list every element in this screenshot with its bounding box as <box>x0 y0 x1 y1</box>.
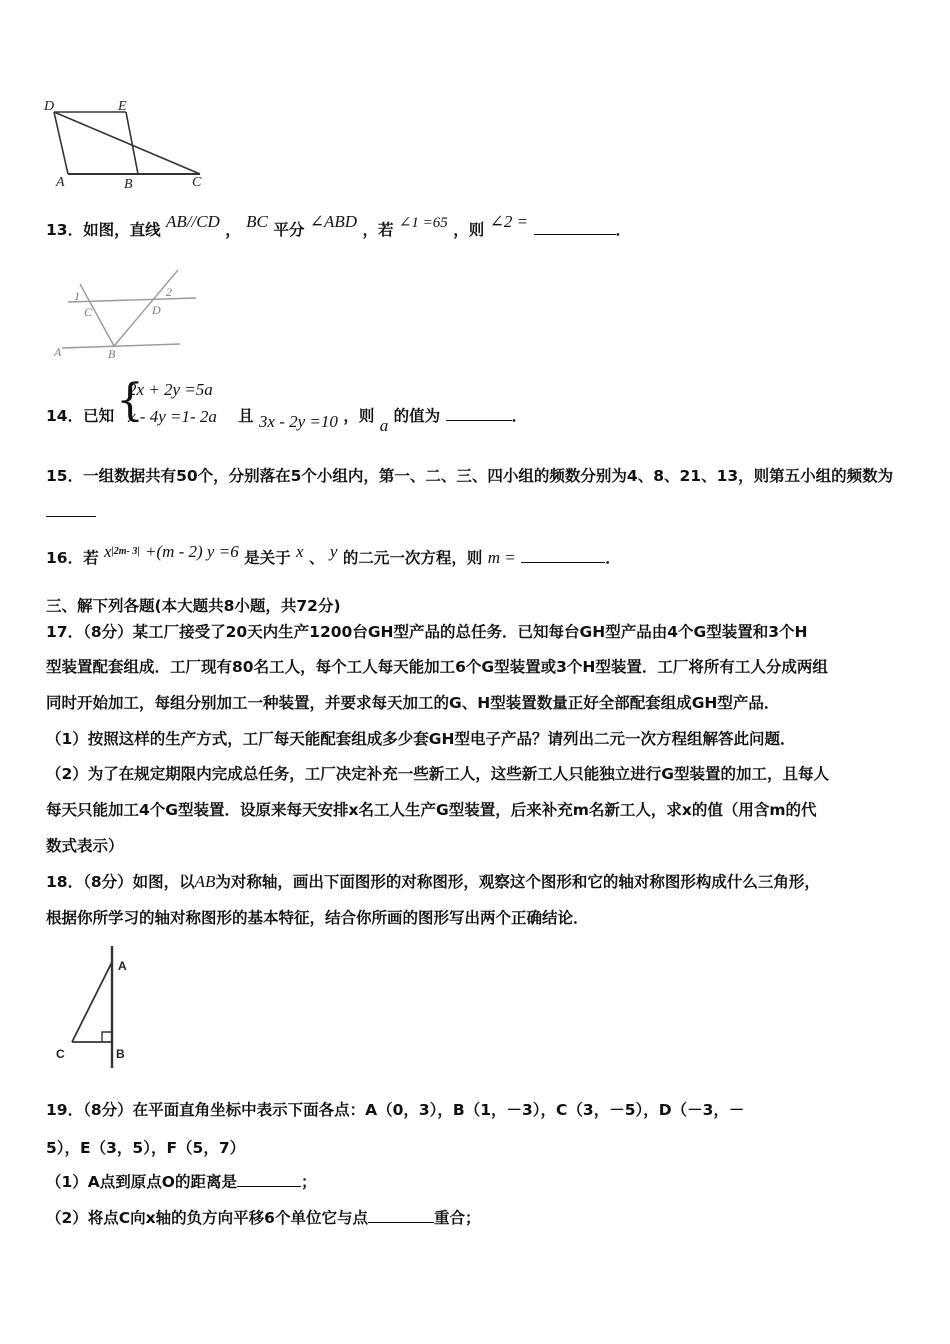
question-17-part2-line1: （2）为了在规定期限内完成总任务，工厂决定补充一些新工人，这些新工人只能独立进行G型装置的加工，且每人 <box>46 765 830 783</box>
figure-right-triangle <box>50 944 150 1068</box>
figure-parallelogram <box>40 96 220 196</box>
question-17-part2-line2: 每天只能加工4个G型装置．设原来每天安排x名工人生产G型装置，后来补充m名新工人，求x的值（用含m的代 <box>46 801 817 819</box>
question-17-part1: （1）按照这样的生产方式，工厂每天能配套组成多少套GH型电子产品？请列出二元一次方程组解答此问题． <box>46 730 796 748</box>
answer-blank-15[interactable] <box>46 502 96 517</box>
question-18-line2: 根据你所学习的轴对称图形的基本特征，结合你所画的图形写出两个正确结论． <box>46 909 589 927</box>
question-15: 15．一组数据共有50个，分别落在5个小组内，第一、二、三、四小组的频数分别为4、8、21、13，则第五小组的频数为 <box>46 467 894 485</box>
answer-blank-13[interactable] <box>534 220 616 235</box>
label-B: B <box>108 347 116 361</box>
question-19-part2: （2）将点C向x轴的负方向平移6个单位它与点 重合； <box>46 1209 481 1227</box>
section-heading: 三、解下列各题(本大题共8小题，共72分) <box>46 597 341 615</box>
answer-blank-19-2[interactable] <box>368 1208 434 1223</box>
question-19-part1: （1）A点到原点O的距离是 ； <box>46 1173 317 1191</box>
label-C: C <box>192 175 202 190</box>
label-A: A <box>56 175 65 190</box>
question-18-line1: 18．（8分）如图，以AB为对称轴，画出下面图形的对称图形，观察这个图形和它的轴对称图形构成什么三角形， <box>46 872 820 891</box>
question-17-line1: 17．（8分）某工厂接受了20天内生产1200台GH型产品的总任务．已知每台GH型产品由4个G型装置和3个H <box>46 623 808 641</box>
label-E: E <box>118 99 127 114</box>
label-A: A <box>54 345 62 359</box>
label-angle-1: 1 <box>74 289 80 303</box>
answer-blank-16[interactable] <box>521 548 605 563</box>
label-B: B <box>116 1047 125 1061</box>
question-19-line2: 5），E（3，5），F（5，7） <box>46 1139 246 1157</box>
question-17-part2-line3: 数式表示） <box>46 837 124 855</box>
answer-blank-19-1[interactable] <box>237 1172 301 1187</box>
question-17-line2: 型装置配套组成．工厂现有80名工人，每个工人每天能加工6个G型装置或3个H型装置．工厂将所有工人分成两组 <box>46 658 828 676</box>
label-D: D <box>152 303 161 317</box>
figure-parallel-lines <box>50 264 210 364</box>
question-19-line1: 19．（8分）在平面直角坐标中表示下面各点：A（0，3），B（1，－3），C（3，－5），D（－3，－ <box>46 1101 745 1119</box>
label-C: C <box>56 1047 65 1061</box>
question-17-line3: 同时开始加工，每组分别加工一种装置，并要求每天加工的G、H型装置数量正好全部配套组成GH型产品． <box>46 694 780 712</box>
question-16: 16．若 $x^{|2m- 3|} +(m - 2)$ y =6 是关于 x 、 y 的二元一次方程，则 m = ． <box>46 542 621 567</box>
label-D: D <box>44 99 55 114</box>
label-C: C <box>84 305 93 319</box>
label-B: B <box>124 177 133 192</box>
label-angle-2: 2 <box>166 285 172 299</box>
label-A: A <box>118 959 127 973</box>
question-14-rest: 且 3x - 2y =10 ，则 a 的值为 ． <box>238 407 528 435</box>
answer-blank-14[interactable] <box>446 406 512 421</box>
question-14: 14．已知 <box>46 407 115 425</box>
question-13: 13．如图，直线 AB//CD ， BC 平分 ∠ABD ，若 ∠1 =65 ，则 ∠2 = ． <box>46 212 632 239</box>
